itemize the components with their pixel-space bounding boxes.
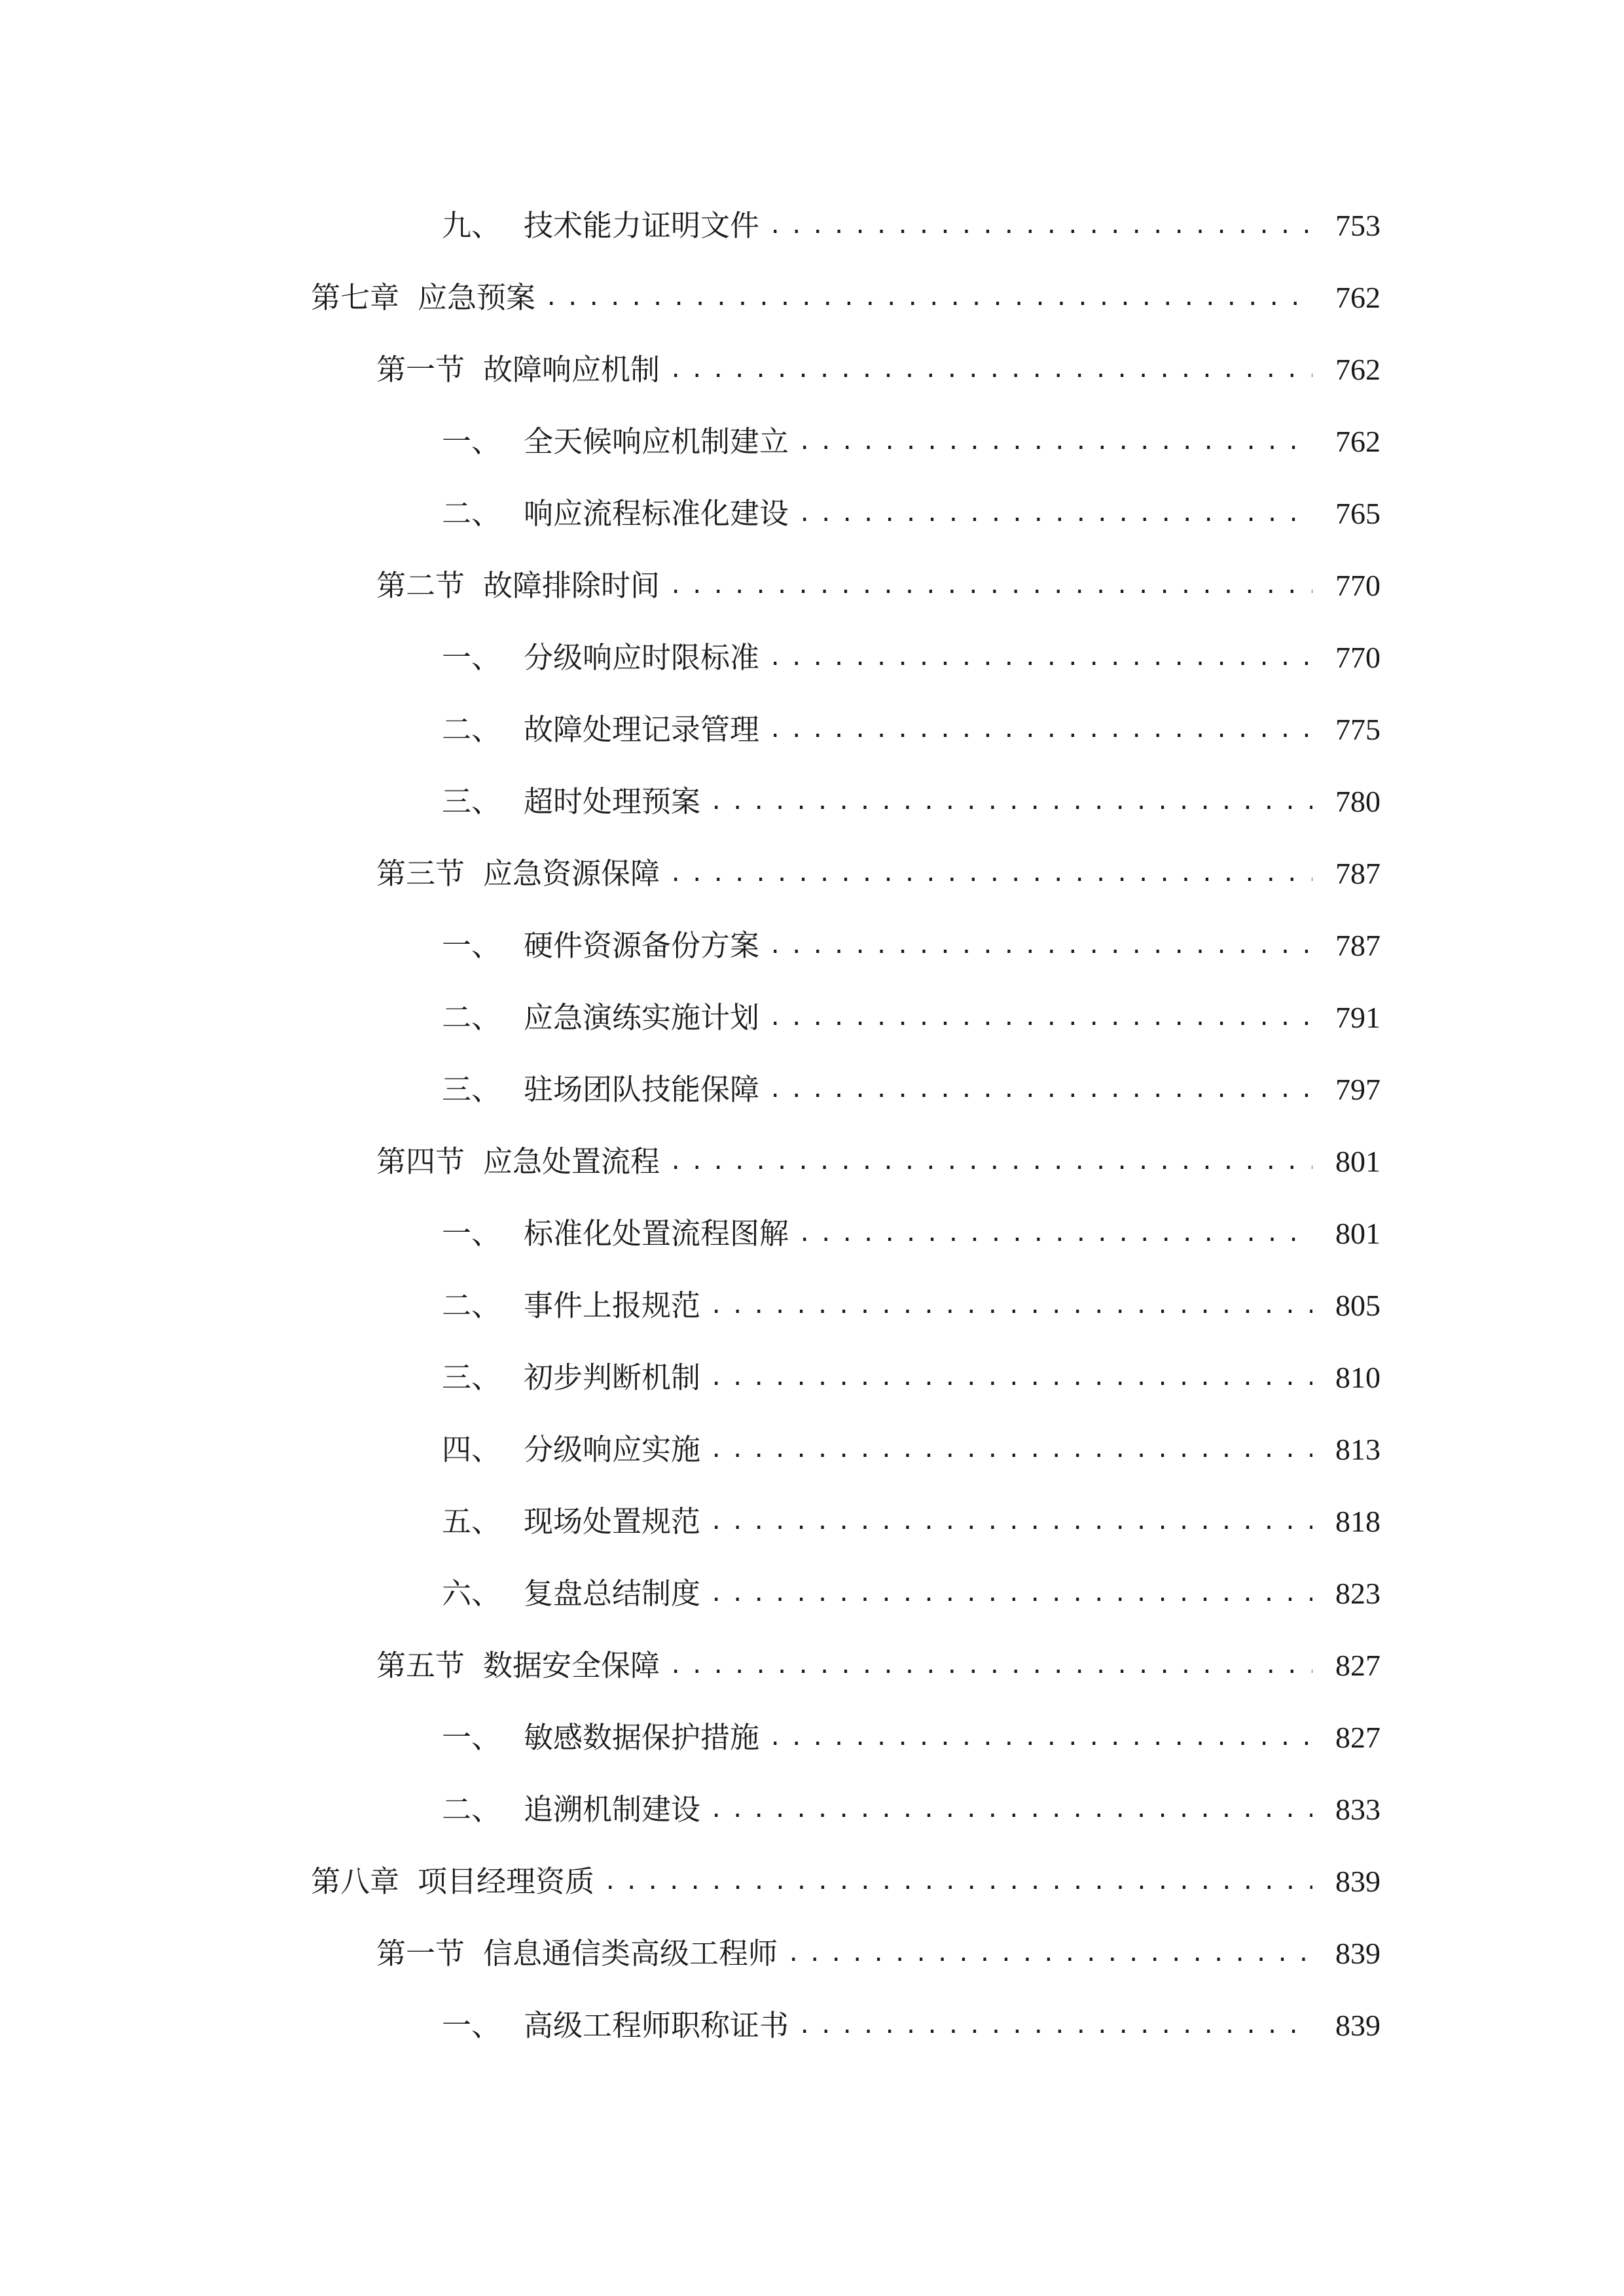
toc-entry-title: 复盘总结制度	[524, 1576, 701, 1611]
toc-entry-title: 项目经理资质	[418, 1864, 595, 1899]
toc-entry[interactable]	[0, 838, 1624, 910]
toc-entry-page: 801	[1335, 1217, 1380, 1250]
toc-entry-number: 二、	[442, 496, 501, 531]
toc-entry-number: 一、	[442, 424, 501, 459]
toc-entry-number: 二、	[442, 1288, 501, 1323]
toc-entry[interactable]	[0, 1270, 1624, 1342]
toc-entry[interactable]	[0, 1054, 1624, 1126]
toc-entry-page: 839	[1335, 1937, 1380, 1970]
toc-entry-number: 六、	[442, 1576, 501, 1611]
toc-entry-page: 805	[1335, 1289, 1380, 1322]
toc-entry-number: 三、	[442, 1072, 501, 1107]
toc-entry-number: 三、	[442, 1360, 501, 1395]
toc-dot-leader	[787, 1934, 1312, 1973]
toc-entry-title: 敏感数据保护措施	[524, 1720, 760, 1755]
toc-entry-page: 787	[1335, 857, 1380, 890]
toc-entry[interactable]	[0, 190, 1624, 262]
toc-entry-title: 超时处理预案	[524, 784, 701, 819]
toc-dot-leader	[669, 1142, 1312, 1181]
toc-entry-title: 高级工程师职称证书	[524, 2008, 789, 2043]
toc-entry[interactable]	[0, 1990, 1624, 2062]
toc-dot-leader	[798, 1214, 1312, 1253]
toc-entry[interactable]	[0, 1846, 1624, 1918]
toc-entry[interactable]	[0, 478, 1624, 550]
toc-entry[interactable]	[0, 334, 1624, 406]
toc-entry-page: 797	[1335, 1073, 1380, 1106]
toc-entry-title: 分级响应实施	[524, 1432, 701, 1467]
toc-entry-page: 780	[1335, 785, 1380, 818]
toc-entry-page: 765	[1335, 497, 1380, 530]
toc-dot-leader	[768, 998, 1312, 1037]
toc-entry-title: 应急演练实施计划	[524, 1000, 760, 1035]
toc-entry-page: 762	[1335, 425, 1380, 458]
toc-dot-leader	[798, 494, 1312, 533]
toc-dot-leader	[710, 1502, 1312, 1541]
toc-entry-page: 810	[1335, 1361, 1380, 1394]
toc-entry-number: 第五节	[376, 1648, 465, 1683]
toc-entry-number: 一、	[442, 928, 501, 963]
toc-entry-title: 初步判断机制	[524, 1360, 701, 1395]
toc-dot-leader	[768, 206, 1312, 245]
toc-entry-page: 791	[1335, 1001, 1380, 1034]
toc-entry-page: 827	[1335, 1721, 1380, 1754]
toc-entry[interactable]	[0, 1486, 1624, 1558]
toc-entry[interactable]	[0, 262, 1624, 334]
toc-dot-leader	[798, 2006, 1312, 2045]
toc-dot-leader	[669, 566, 1312, 605]
toc-entry-title: 故障排除时间	[483, 568, 660, 603]
toc-entry[interactable]	[0, 1558, 1624, 1630]
toc-entry-number: 第三节	[376, 856, 465, 891]
toc-entry-title: 故障处理记录管理	[524, 712, 760, 747]
toc-entry-page: 813	[1335, 1433, 1380, 1466]
toc-entry-title: 数据安全保障	[483, 1648, 660, 1683]
toc-entry[interactable]	[0, 1198, 1624, 1270]
toc-entry-page: 801	[1335, 1145, 1380, 1178]
toc-entry-number: 一、	[442, 640, 501, 675]
toc-entry-title: 全天候响应机制建立	[524, 424, 789, 459]
toc-entry-number: 一、	[442, 2008, 501, 2043]
toc-dot-leader	[710, 1430, 1312, 1469]
toc-entry[interactable]	[0, 406, 1624, 478]
toc-dot-leader	[669, 350, 1312, 389]
toc-entry-title: 分级响应时限标准	[524, 640, 760, 675]
toc-entry-title: 硬件资源备份方案	[524, 928, 760, 963]
toc-entry-page: 775	[1335, 713, 1380, 746]
toc-entry[interactable]	[0, 910, 1624, 982]
toc-entry-number: 第七章	[311, 280, 400, 315]
toc-entry-title: 现场处置规范	[524, 1504, 701, 1539]
toc-entry-number: 二、	[442, 1792, 501, 1827]
toc-entry-page: 762	[1335, 281, 1380, 314]
toc-entry-title: 应急预案	[418, 280, 536, 315]
toc-entry[interactable]	[0, 1702, 1624, 1774]
toc-entry[interactable]	[0, 766, 1624, 838]
toc-entry[interactable]	[0, 622, 1624, 694]
toc-entry-title: 追溯机制建设	[524, 1792, 701, 1827]
toc-dot-leader	[768, 638, 1312, 677]
toc-entry-title: 驻场团队技能保障	[524, 1072, 760, 1107]
toc-entry-number: 九、	[442, 208, 501, 243]
toc-entry-title: 响应流程标准化建设	[524, 496, 789, 531]
toc-entry-page: 839	[1335, 1865, 1380, 1898]
toc-entry-number: 五、	[442, 1504, 501, 1539]
toc-entry-number: 二、	[442, 1000, 501, 1035]
toc-entry-number: 第二节	[376, 568, 465, 603]
toc-dot-leader	[710, 1358, 1312, 1397]
toc-entry-page: 753	[1335, 209, 1380, 242]
toc-dot-leader	[669, 854, 1312, 893]
toc-entry-page: 770	[1335, 569, 1380, 602]
toc-entry-number: 四、	[442, 1432, 501, 1467]
toc-dot-leader	[768, 1070, 1312, 1109]
toc-entry-number: 第四节	[376, 1144, 465, 1179]
toc-entry[interactable]	[0, 1630, 1624, 1702]
toc-entry[interactable]	[0, 1414, 1624, 1486]
toc-entry-title: 事件上报规范	[524, 1288, 701, 1323]
toc-entry-title: 技术能力证明文件	[524, 208, 760, 243]
toc-entry[interactable]	[0, 1774, 1624, 1846]
toc-entry-title: 故障响应机制	[483, 352, 660, 387]
toc-entry-number: 第八章	[311, 1864, 400, 1899]
toc-entry-title: 应急资源保障	[483, 856, 660, 891]
table-of-contents	[0, 190, 1624, 2062]
toc-dot-leader	[710, 1286, 1312, 1325]
toc-entry-page: 762	[1335, 353, 1380, 386]
toc-entry-title: 标准化处置流程图解	[524, 1216, 789, 1251]
toc-entry-page: 787	[1335, 929, 1380, 962]
toc-entry-page: 818	[1335, 1505, 1380, 1538]
toc-entry[interactable]	[0, 1126, 1624, 1198]
toc-entry-number: 第一节	[376, 1936, 465, 1971]
toc-entry[interactable]	[0, 1342, 1624, 1414]
toc-entry-number: 第一节	[376, 352, 465, 387]
toc-entry-number: 二、	[442, 712, 501, 747]
toc-dot-leader	[798, 422, 1312, 461]
toc-entry-page: 833	[1335, 1793, 1380, 1826]
toc-dot-leader	[545, 278, 1312, 317]
toc-dot-leader	[710, 1574, 1312, 1613]
toc-dot-leader	[710, 1790, 1312, 1829]
toc-dot-leader	[768, 1718, 1312, 1757]
toc-entry[interactable]	[0, 694, 1624, 766]
toc-dot-leader	[768, 926, 1312, 965]
toc-entry-page: 827	[1335, 1649, 1380, 1682]
toc-entry[interactable]	[0, 982, 1624, 1054]
toc-entry-page: 839	[1335, 2009, 1380, 2042]
toc-entry-title: 应急处置流程	[483, 1144, 660, 1179]
toc-dot-leader	[710, 782, 1312, 821]
toc-entry-number: 一、	[442, 1216, 501, 1251]
toc-dot-leader	[604, 1862, 1312, 1901]
toc-entry[interactable]	[0, 550, 1624, 622]
toc-entry[interactable]	[0, 1918, 1624, 1990]
toc-entry-number: 一、	[442, 1720, 501, 1755]
toc-dot-leader	[669, 1646, 1312, 1685]
toc-entry-page: 770	[1335, 641, 1380, 674]
toc-dot-leader	[768, 710, 1312, 749]
toc-entry-title: 信息通信类高级工程师	[483, 1936, 778, 1971]
toc-entry-number: 三、	[442, 784, 501, 819]
toc-entry-page: 823	[1335, 1577, 1380, 1610]
